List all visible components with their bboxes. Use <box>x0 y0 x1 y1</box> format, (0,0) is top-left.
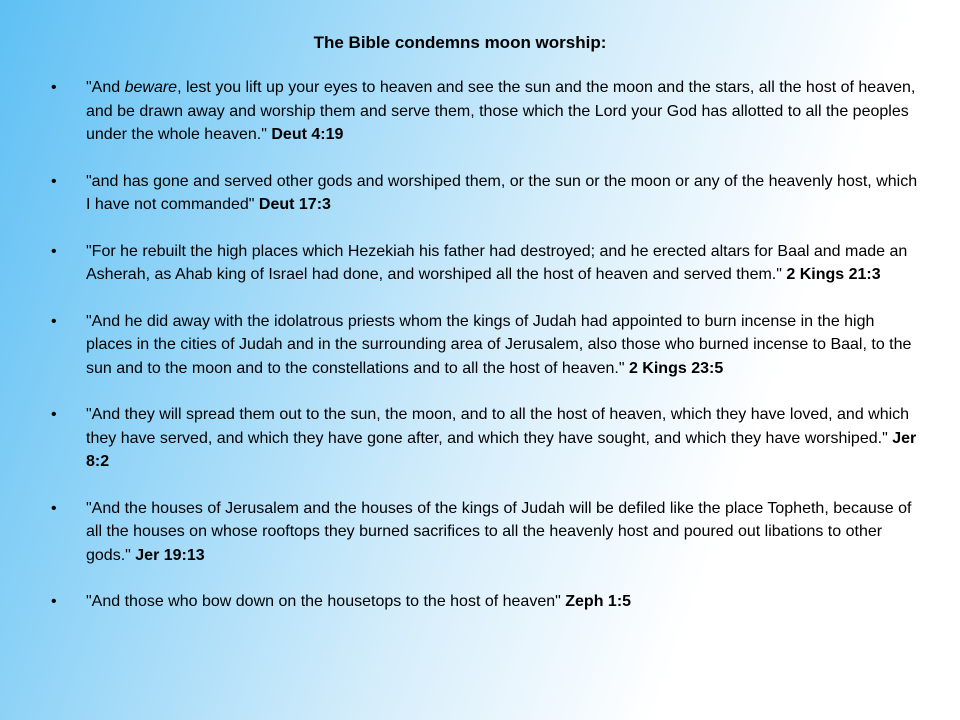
verse-reference: Deut 4:19 <box>271 126 344 143</box>
bullet-icon: • <box>51 499 57 517</box>
verse-item <box>0 590 960 614</box>
verse-emphasis: beware <box>124 79 178 96</box>
bullet-icon: • <box>51 242 57 260</box>
verse-item <box>0 170 960 217</box>
bullet-icon: • <box>51 79 57 96</box>
verse-reference: 2 Kings 21:3 <box>786 266 881 283</box>
bullet-icon: • <box>51 593 57 610</box>
verse-item <box>0 497 960 568</box>
verse-text: "and has gone and served other gods and worshiped them, or the sun or the moon or any of the heavenly host, which I have not commanded" <box>86 172 918 213</box>
verse-text: "And the houses of Jerusalem and the houses of the kings of Judah will be defiled like the place Topheth, because of all the houses on whose rooftops they burned sacrifices to all the heavenly host and poured out libations to other gods." <box>86 499 912 564</box>
bullet-icon: • <box>51 406 57 423</box>
verse-item <box>0 240 960 287</box>
verse-item <box>0 310 960 381</box>
slide-title: The Bible condemns moon worship: <box>313 33 607 52</box>
verse-reference: Jer 8:2 <box>86 429 917 470</box>
verse-item <box>0 76 960 147</box>
verse-reference: Deut 17:3 <box>258 196 331 213</box>
verse-text: "And they will spread them out to the sun, the moon, and to all the host of heaven, which they have loved, and which they have served, and which they have gone after, and which they have sought, and which they have worshiped." <box>86 406 910 447</box>
verse-text: "And those who bow down on the housetops to the host of heaven" <box>86 593 566 610</box>
verse-reference: Jer 19:13 <box>135 546 205 564</box>
verse-item <box>0 403 960 474</box>
verse-list <box>0 76 960 637</box>
bullet-icon: • <box>51 172 57 190</box>
verse-text: , lest you lift up your eyes to heaven and see the sun and the moon and the stars, all the host of heaven, and be drawn away and worship them and serve them, those which the Lord your God has allotted to all the peoples under the whole heaven." <box>86 79 916 143</box>
verse-reference: Zeph 1:5 <box>565 593 632 610</box>
verse-text: "For he rebuilt the high places which Hezekiah his father had destroyed; and he erected altars for Baal and made an Asherah, as Ahab king of Israel had done, and worshiped all the host of heaven and served them." <box>86 242 908 283</box>
verse-text: "And he did away with the idolatrous priests whom the kings of Judah had appointed to burn incense in the high places in the cities of Judah and in the surrounding area of Jerusalem, also those who burned incense to Baal, to the sun and to the moon and to the constellations and to all the host of heaven." <box>86 312 912 377</box>
bullet-icon: • <box>51 312 57 330</box>
verse-reference: 2 Kings 23:5 <box>628 359 724 377</box>
verse-text: "And <box>86 79 125 96</box>
